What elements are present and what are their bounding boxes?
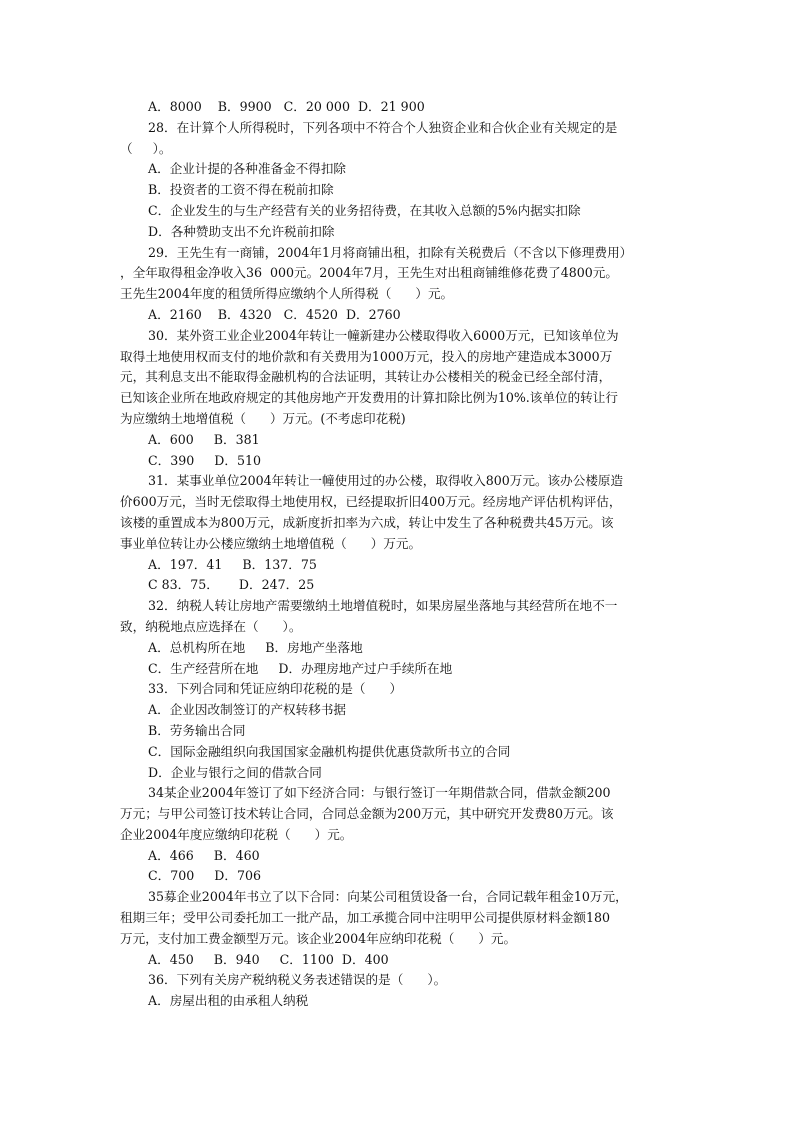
text-line: A．企业因改制签订的产权转移书据 [148,702,347,718]
document-body [120,97,680,1012]
text-line: 35募企业2004年书立了以下合同：向某公司租赁设备一台，合同记载年租金10万元， [148,889,628,905]
text-line: A．房屋出租的由承租人纳税 [148,993,309,1009]
text-line: C．700 D．706 [148,868,262,884]
text-line: 29．王先生有一商铺，2004年1月将商铺出租，扣除有关税费后（不含以下修理费用） [148,244,633,260]
text-line: 该楼的重置成本为800万元，成新度折扣率为六成，转让中发生了各种税费共45万元。该 [120,514,614,530]
text-line: 取得土地使用权而支付的地价款和有关费用为1000万元，投入的房地产建造成本3000万 [120,348,613,364]
text-line: 36．下列有关房产税纳税义务表述错误的是（ ）。 [148,972,447,988]
text-line: A．企业计提的各种准备金不得扣除 [148,161,347,177]
text-line: 元，其利息支出不能取得金融机构的合法证明，其转让办公楼相关的税金已经全部付清， [120,369,612,385]
text-line: A．197．41 B．137．75 [148,556,317,572]
text-line: 致，纳税地点应选择在（ ）。 [120,618,302,634]
text-line: C 83．75． D．247．25 [148,577,315,593]
text-line: C．生产经营所在地 D．办理房地产过户手续所在地 [148,660,453,676]
text-line: A．2160 B．4320 C．4520 D．2760 [148,306,401,322]
text-line: 万元；与甲公司签订技术转让合同，合同总金额为200万元，其中研究开发费80万元。该 [120,806,614,822]
text-line: 租期三年；受甲公司委托加工一批产品，加工承揽合同中注明甲公司提供原材料金额180 [120,910,611,926]
text-line: C．390 D．510 [148,452,262,468]
text-line: 31．某事业单位2004年转让一幢使用过的办公楼，取得收入800万元。该办公楼原造 [148,473,624,489]
text-line: B．劳务输出合同 [148,722,246,738]
text-line: 已知该企业所在地政府规定的其他房地产开发费用的计算扣除比例为10%.该单位的转让行 [120,390,618,406]
text-line: 为应缴纳土地增值税（ ）万元。(不考虑印花税) [120,410,406,426]
text-line: D．各种赞助支出不允许税前扣除 [148,223,335,239]
text-line: ，全年取得租金净收入36 000元。2004年7月，王先生对出租商铺维修花费了4800元。 [120,265,618,281]
text-line: （ ）。 [120,140,172,156]
text-line: 企业2004年度应缴纳印花税（ ）元。 [120,826,353,842]
text-line: 34某企业2004年签订了如下经济合同：与银行签订一年期借款合同，借款金额200 [148,785,611,801]
text-line: 万元，支付加工费金额型万元。该企业2004年应纳印花税（ ）元。 [120,930,517,946]
text-line: 28．在计算个人所得税时，下列各项中不符合个人独资企业和合伙企业有关规定的是 [148,119,618,135]
text-line: A．8000 B．9900 C．20 000 D．21 900 [148,99,425,114]
text-line: C．国际金融组织向我国国家金融机构提供优惠贷款所书立的合同 [148,743,511,759]
text-line: D．企业与银行之间的借款合同 [148,764,322,780]
text-line: B．投资者的工资不得在税前扣除 [148,182,334,198]
text-line: 价600万元，当时无偿取得土地使用权，已经提取折旧400万元。经房地产评估机构评估， [120,494,622,510]
text-line: A．450 B．940 C．1100 D．400 [148,951,389,967]
text-line: 王先生2004年度的租赁所得应缴纳个人所得税（ ）元。 [120,286,454,302]
text-line: A．466 B．460 [148,847,260,863]
text-line: 30．某外资工业企业2004年转让一幢新建办公楼取得收入6000万元，已知该单位为 [148,327,619,343]
text-line: 33．下列合同和凭证应纳印花税的是（ ） [148,681,403,697]
text-line: 事业单位转让办公楼应缴纳土地增值税（ ）万元。 [120,535,422,551]
text-line: A．总机构所在地 B．房地产坐落地 [148,639,363,655]
text-line: C．企业发生的与生产经营有关的业务招待费，在其收入总额的5%内据实扣除 [148,202,581,218]
text-line: A．600 B．381 [148,431,260,447]
text-line: 32．纳税人转让房地产需要缴纳土地增值税时，如果房屋坐落地与其经营所在地不一 [148,598,618,614]
